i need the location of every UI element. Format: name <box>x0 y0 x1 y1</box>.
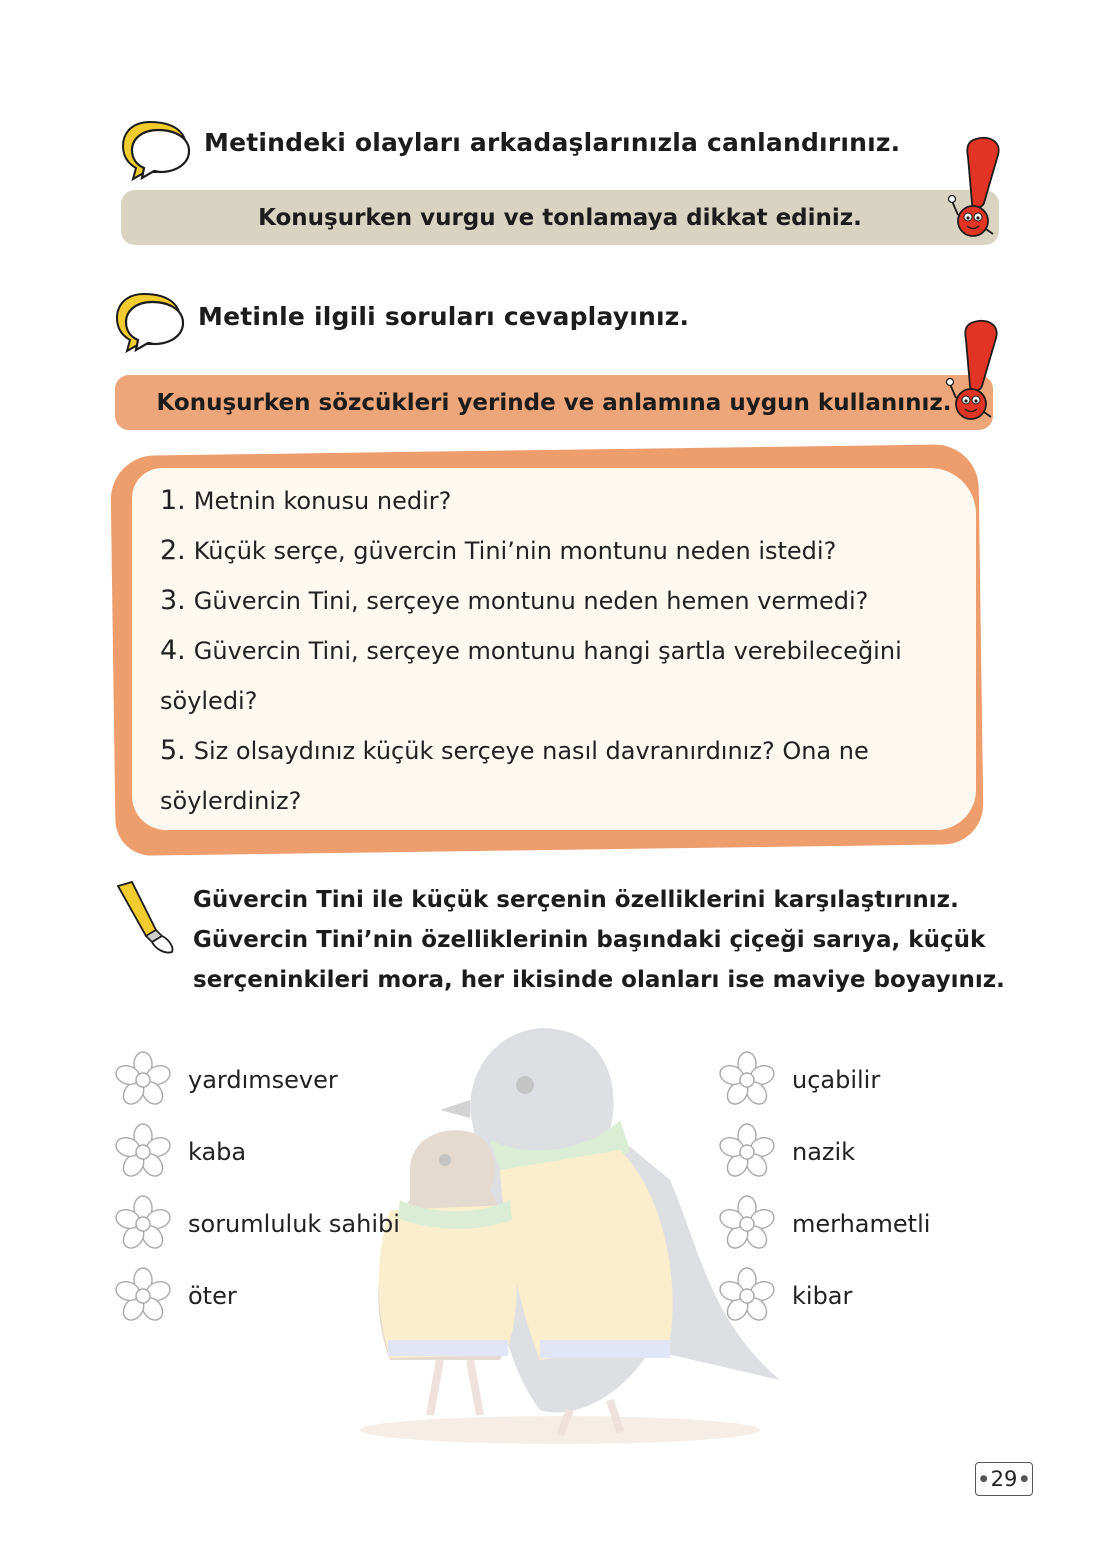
exclamation-mascot-icon <box>944 318 1004 428</box>
section-1-tip-text: Konuşurken vurgu ve tonlamaya dikkat ediniz. <box>258 204 862 231</box>
question-3 <box>160 576 960 626</box>
question-4-continued: söyledi? <box>160 687 258 715</box>
flower-outline-icon[interactable] <box>718 1123 776 1181</box>
question-text: Küçük serçe, güvercin Tini’nin montunu neden istedi? <box>193 537 837 565</box>
trait-label: sorumluluk sahibi <box>188 1210 400 1238</box>
section-2-heading: Metinle ilgili soruları cevaplayınız. <box>198 302 690 331</box>
question-number: 3. <box>160 585 186 616</box>
trait-label: merhametli <box>792 1210 931 1238</box>
decor-dot-icon: ● <box>979 1474 988 1484</box>
question-1 <box>160 476 960 526</box>
decor-dot-icon: ● <box>1020 1474 1029 1484</box>
trait-option[interactable] <box>718 1266 930 1326</box>
trait-label: nazik <box>792 1138 856 1166</box>
question-list <box>160 476 960 826</box>
trait-label: kaba <box>188 1138 247 1166</box>
question-text: Siz olsaydınız küçük serçeye nasıl davranırdınız? Ona ne <box>193 737 869 765</box>
question-2 <box>160 526 960 576</box>
flower-outline-icon[interactable] <box>114 1195 172 1253</box>
flower-outline-icon[interactable] <box>114 1267 172 1325</box>
speech-bubble-icon <box>120 118 194 182</box>
question-number: 1. <box>160 485 186 516</box>
trait-label: öter <box>188 1282 237 1310</box>
question-5-continued: söylerdiniz? <box>160 787 302 815</box>
page-number: 29 <box>990 1467 1018 1491</box>
question-4 <box>160 626 960 676</box>
question-number: 2. <box>160 535 186 566</box>
traits-right-column <box>718 1050 930 1326</box>
trait-label: kibar <box>792 1282 853 1310</box>
flower-outline-icon[interactable] <box>114 1051 172 1109</box>
trait-option[interactable] <box>718 1122 930 1182</box>
question-text: Güvercin Tini, serçeye montunu hangi şartla verebileceğini <box>193 637 902 665</box>
trait-label: yardımsever <box>188 1066 338 1094</box>
trait-option[interactable] <box>114 1122 400 1182</box>
question-number: 5. <box>160 735 186 766</box>
flower-outline-icon[interactable] <box>114 1123 172 1181</box>
section-2-tip-band <box>115 375 993 430</box>
flower-outline-icon[interactable] <box>718 1267 776 1325</box>
trait-option[interactable] <box>114 1266 400 1326</box>
question-text: Metnin konusu nedir? <box>193 487 452 515</box>
trait-option[interactable] <box>114 1050 400 1110</box>
question-5 <box>160 726 960 776</box>
traits-left-column <box>114 1050 400 1326</box>
instruction-line-1: Güvercin Tini ile küçük serçenin özelliklerini karşılaştırınız. <box>193 887 959 913</box>
trait-option[interactable] <box>718 1194 930 1254</box>
page-number-box <box>975 1462 1033 1496</box>
trait-option[interactable] <box>114 1194 400 1254</box>
question-text: Güvercin Tini, serçeye montunu neden hemen vermedi? <box>193 587 869 615</box>
section-1-heading: Metindeki olayları arkadaşlarınızla canlandırınız. <box>204 128 901 157</box>
instruction-line-2: Güvercin Tini’nin özelliklerinin başındaki çiçeği sarıya, küçük <box>193 927 986 953</box>
comparison-instructions <box>193 880 1005 1000</box>
section-1-tip-band <box>121 190 999 245</box>
speech-bubble-icon <box>114 290 188 354</box>
instruction-line-3: serçeninkileri mora, her ikisinde olanları ise maviye boyayınız. <box>193 967 1005 993</box>
flower-outline-icon[interactable] <box>718 1195 776 1253</box>
trait-label: uçabilir <box>792 1066 881 1094</box>
question-number: 4. <box>160 635 186 666</box>
flower-outline-icon[interactable] <box>718 1051 776 1109</box>
trait-option[interactable] <box>718 1050 930 1110</box>
paintbrush-icon <box>112 880 178 956</box>
exclamation-mascot-icon <box>946 135 1006 245</box>
section-2-tip-text: Konuşurken sözcükleri yerinde ve anlamına uygun kullanınız. <box>156 389 952 416</box>
